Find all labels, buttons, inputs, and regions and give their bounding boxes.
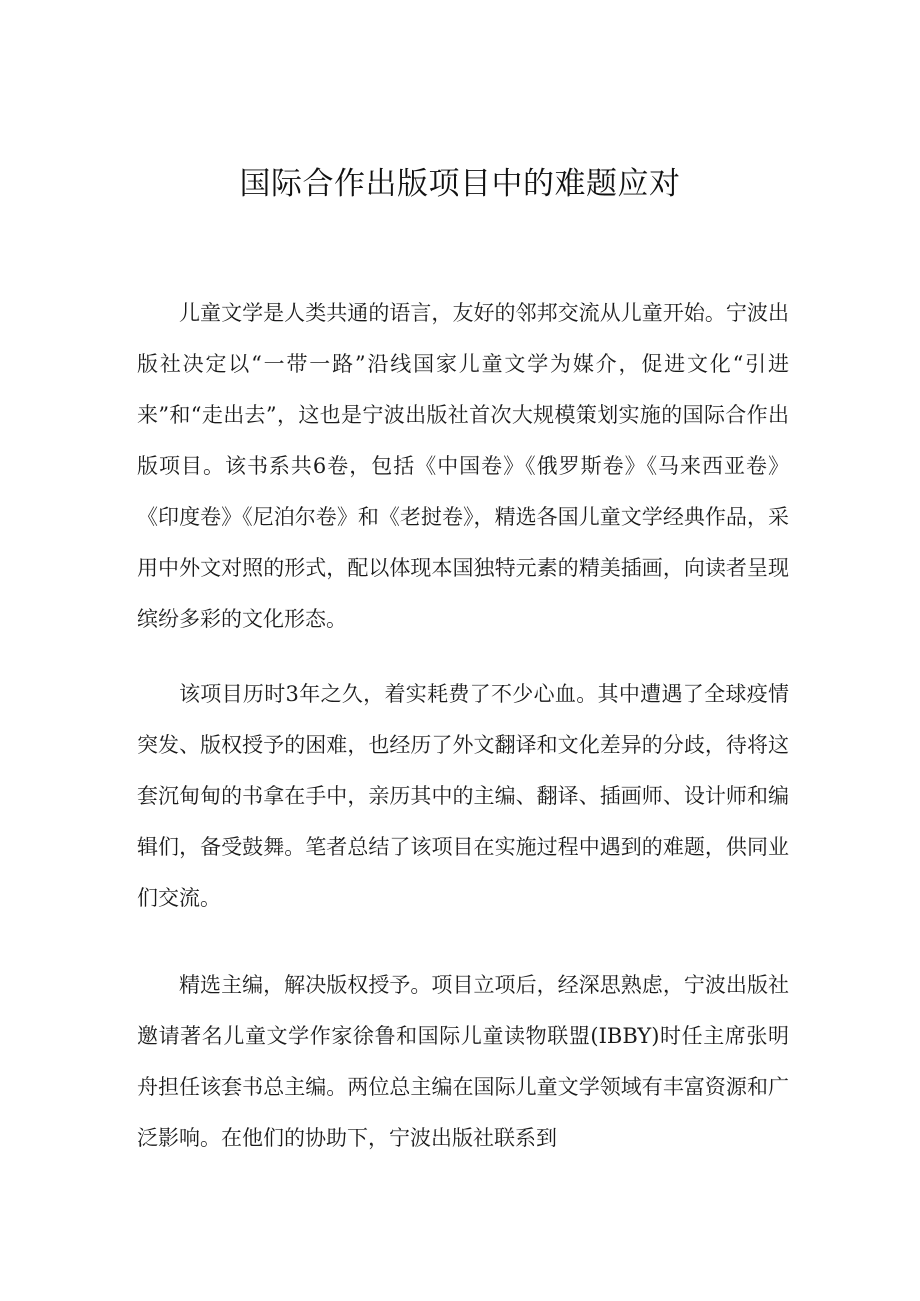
document-title: 国际合作出版项目中的难题应对 xyxy=(239,166,681,202)
body-paragraph: 该项目历时3年之久，着实耗费了不少心血。其中遭遇了全球疫情突发、版权授予的困难，也经历了外文翻译和文化差异的分歧，待将这套沉甸甸的书拿在手中，亲历其中的主编、翻译、插画师、设计师和编辑们，备受鼓舞。笔者总结了该项目在实施过程中遇到的难题，供同业们交流。 xyxy=(137,682,789,910)
body-paragraph: 精选主编，解决版权授予。项目立项后，经深思熟虑，宁波出版社邀请著名儿童文学作家徐鲁和国际儿童读物联盟(IBBY)时任主席张明舟担任该套书总主编。两位总主编在国际儿童文学领域有丰富资源和广泛影响。在他们的协助下，宁波出版社联系到 xyxy=(137,973,789,1150)
body-paragraph: 儿童文学是人类共通的语言，友好的邻邦交流从儿童开始。宁波出版社决定以“一带一路”沿线国家儿童文学为媒介，促进文化“引进来”和“走出去”，这也是宁波出版社首次大规模策划实施的国际合作出版项目。该书系共6卷，包括《中国卷》《俄罗斯卷》《马来西亚卷》《印度卷》《尼泊尔卷》和《老挝卷》，精选各国儿童文学经典作品，采用中外文对照的形式，配以体现本国独特元素的精美插画，向读者呈现缤纷多彩的文化形态。 xyxy=(137,301,789,631)
